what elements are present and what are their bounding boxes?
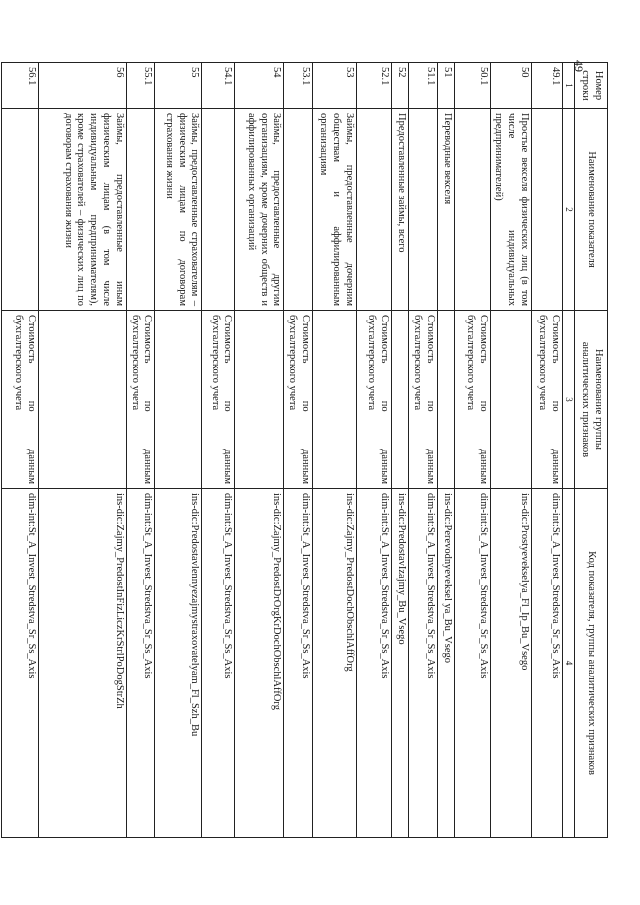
indicator-name-cell: Займы, предоставленные иным физическим лицам (в том числе индивидуальным предпринимателям), кроме страхователей – физических лиц по договорам страхования жизни [38, 109, 126, 311]
header-row [575, 63, 608, 838]
group-name-cell [392, 311, 409, 489]
indicator-table [1, 62, 608, 838]
indicator-code-cell: ins-dic:PredostavIzajmy_Bu_Vsego [392, 489, 409, 838]
indicator-code-cell: dim-int:St_A_Invest_Stredstva_Sr_Ss_Axis [409, 489, 438, 838]
indicator-name-cell [357, 109, 392, 311]
group-name-cell [155, 311, 202, 489]
header-group-name: Наименование группы аналитических признаков [575, 311, 608, 489]
group-name-cell [235, 311, 284, 489]
indicator-name-cell [409, 109, 438, 311]
row-number-cell: 56 [38, 63, 126, 109]
indicator-name-cell: Предоставленные займы, всего [392, 109, 409, 311]
table-body [1, 63, 562, 838]
indicator-code-cell: ins-dic:Zajmy_PredostDrOrgKrDochObschlAffOrg [235, 489, 284, 838]
group-name-cell [490, 311, 531, 489]
table-row [235, 63, 284, 838]
table-row [313, 63, 357, 838]
page-number: 49 [572, 60, 586, 72]
indicator-code-cell: ins-dic:Zajmy_PredostDochObschlAffOrg [313, 489, 357, 838]
indicator-name-cell [532, 109, 563, 311]
row-number-cell: 51 [437, 63, 454, 109]
indicator-name-cell: Простые векселя физических лиц (в том числе индивидуальных предпринимателей) [490, 109, 531, 311]
row-number-cell: 52.1 [357, 63, 392, 109]
row-number-cell: 49.1 [532, 63, 563, 109]
row-number-cell: 51.1 [409, 63, 438, 109]
row-number-cell: 54.1 [202, 63, 235, 109]
indicator-code-cell: dim-int:St_A_Invest_Stredstva_Sr_Ss_Axis [1, 489, 38, 838]
group-name-cell: Стоимость по данным бухгалтерского учета [1, 311, 38, 489]
group-name-cell: Стоимость по данным бухгалтерского учета [284, 311, 313, 489]
table-row [38, 63, 126, 838]
table-row [532, 63, 563, 838]
table-row [409, 63, 438, 838]
table-row [202, 63, 235, 838]
row-number-cell: 55 [155, 63, 202, 109]
indicator-name-cell [454, 109, 490, 311]
table-row [284, 63, 313, 838]
indicator-name-cell [202, 109, 235, 311]
group-name-cell: Стоимость по данным бухгалтерского учета [454, 311, 490, 489]
row-number-cell: 55.1 [126, 63, 155, 109]
indicator-name-cell [284, 109, 313, 311]
table-row [1, 63, 38, 838]
indicator-name-cell: Займы, предоставленные страхователям – физическим лицам по договорам страхования жизни [155, 109, 202, 311]
group-name-cell: Стоимость по данным бухгалтерского учета [532, 311, 563, 489]
group-name-cell [313, 311, 357, 489]
header-code: Код показателя, группы аналитических признаков [575, 489, 608, 838]
group-name-cell [437, 311, 454, 489]
group-name-cell: Стоимость по данным бухгалтерского учета [126, 311, 155, 489]
indicator-code-cell: dim-int:St_A_Invest_Stredstva_Sr_Ss_Axis [357, 489, 392, 838]
table-row [357, 63, 392, 838]
indicator-code-cell: ins-dic:Perevodnyeveksel ya_Bu_Vsego [437, 489, 454, 838]
group-name-cell: Стоимость по данным бухгалтерского учета [357, 311, 392, 489]
indicator-code-cell: dim-int:St_A_Invest_Stredstva_Sr_Ss_Axis [202, 489, 235, 838]
indicator-name-cell: Переводные векселя [437, 109, 454, 311]
indicator-code-cell: ins-dic:Prostyevekselya_Fl_Ip_Bu_Vsego [490, 489, 531, 838]
row-number-cell: 56.1 [1, 63, 38, 109]
column-number: 4 [563, 489, 575, 838]
column-number: 2 [563, 109, 575, 311]
table-row [126, 63, 155, 838]
indicator-name-cell: Займы, предоставленные другим организациям, кроме дочерних обществ и аффилированных организаций [235, 109, 284, 311]
group-name-cell: Стоимость по данным бухгалтерского учета [409, 311, 438, 489]
row-number-cell: 53.1 [284, 63, 313, 109]
table-row [437, 63, 454, 838]
column-number: 3 [563, 311, 575, 489]
indicator-code-cell: ins-dic:Predostavlennyezajmystraxovatelyam_Fl_Szh_Bu [155, 489, 202, 838]
indicator-name-cell: Займы, предоставленные дочерним обществам и аффилированным организациям [313, 109, 357, 311]
column-number-row [563, 63, 575, 838]
row-number-cell: 53 [313, 63, 357, 109]
table-row [490, 63, 531, 838]
indicator-code-cell: dim-int:St_A_Invest_Stredstva_Sr_Ss_Axis [126, 489, 155, 838]
row-number-cell: 52 [392, 63, 409, 109]
column-number: 1 [563, 63, 575, 109]
row-number-cell: 50.1 [454, 63, 490, 109]
rotated-page-content [13, 62, 608, 837]
table-row [392, 63, 409, 838]
row-number-cell: 54 [235, 63, 284, 109]
header-indicator-name: Наименование показателя [575, 109, 608, 311]
indicator-name-cell [126, 109, 155, 311]
indicator-code-cell: dim-int:St_A_Invest_Stredstva_Sr_Ss_Axis [284, 489, 313, 838]
group-name-cell: Стоимость по данным бухгалтерского учета [202, 311, 235, 489]
table-row [454, 63, 490, 838]
indicator-code-cell: dim-int:St_A_Invest_Stredstva_Sr_Ss_Axis [454, 489, 490, 838]
row-number-cell: 50 [490, 63, 531, 109]
table-row [155, 63, 202, 838]
header-row-number: Номер строки [575, 63, 608, 109]
indicator-code-cell: dim-int:St_A_Invest_Stredstva_Sr_Ss_Axis [532, 489, 563, 838]
indicator-code-cell: ins-dic:Zajmy_PredostInFizLiczKrStrlPoDogStrZh [38, 489, 126, 838]
indicator-name-cell [1, 109, 38, 311]
group-name-cell [38, 311, 126, 489]
